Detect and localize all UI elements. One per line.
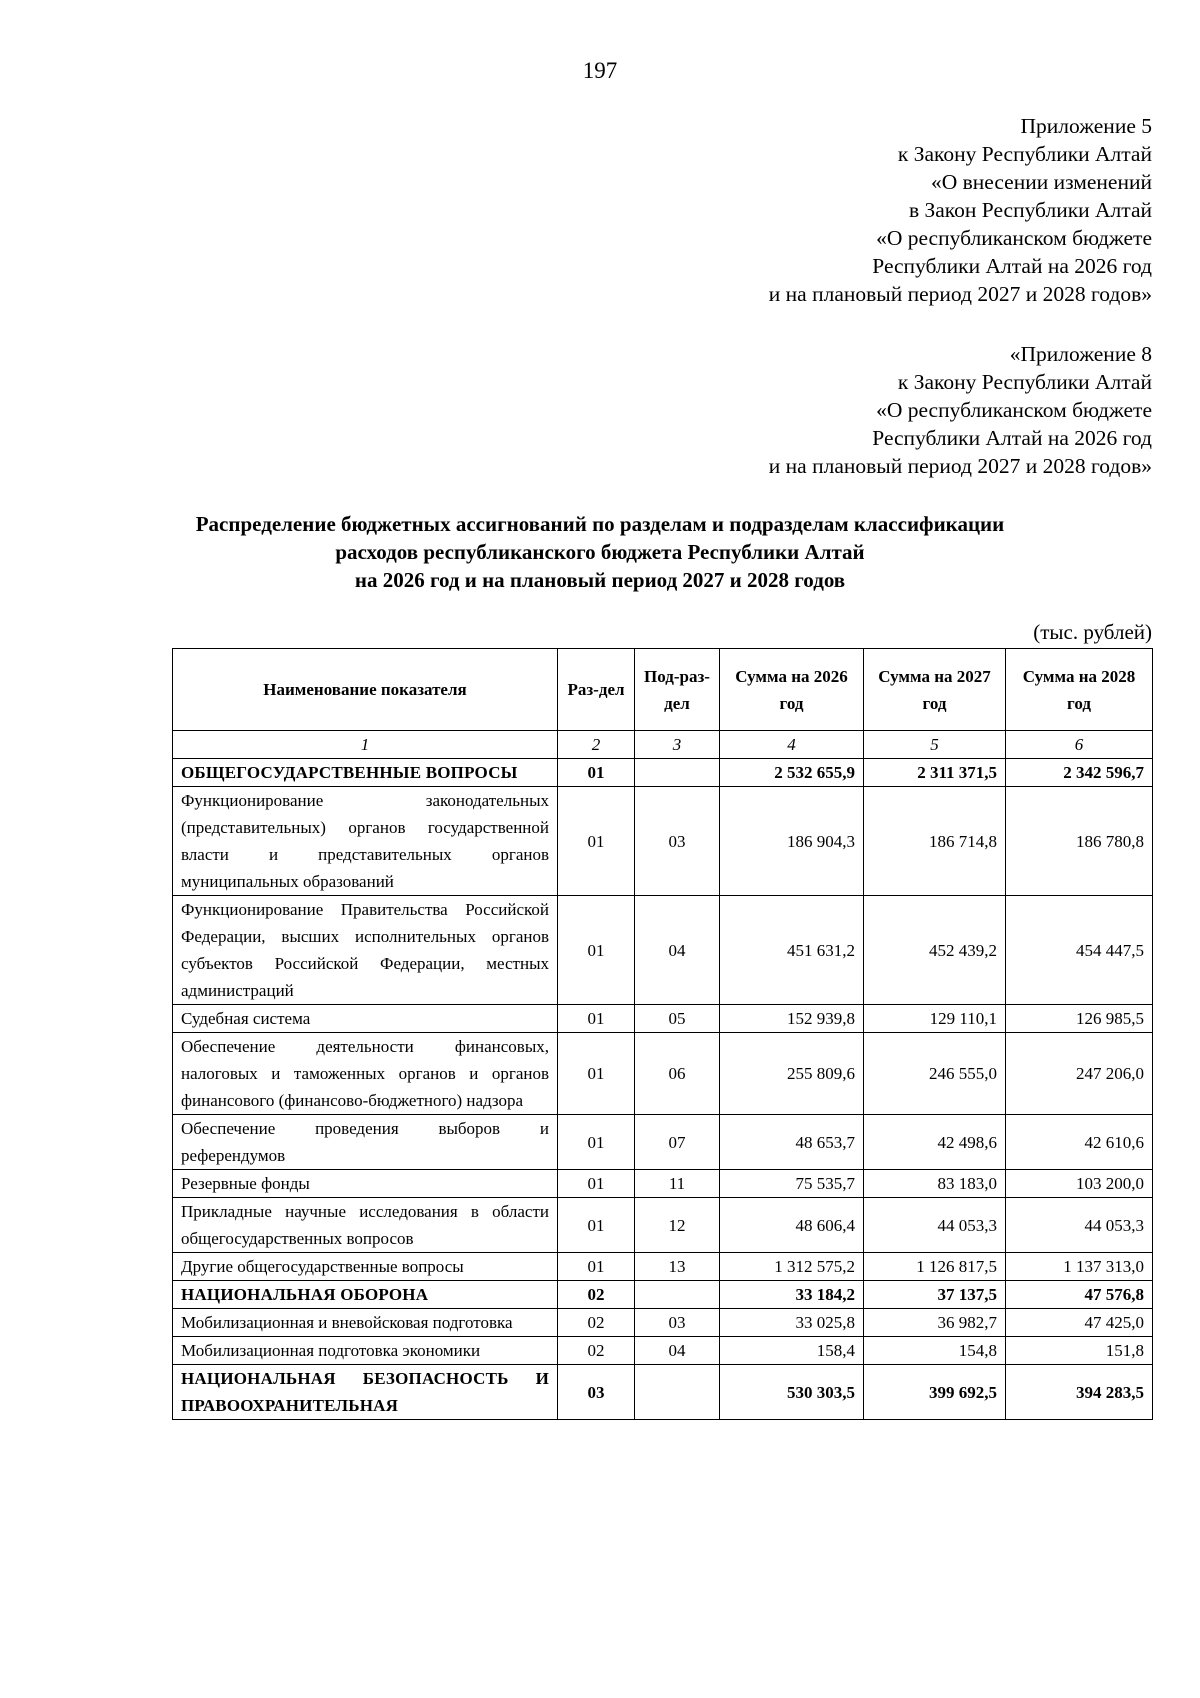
annex-5-line: в Закон Республики Алтай [908, 198, 1152, 222]
table-row [173, 1115, 1153, 1170]
annex-5-line: «О внесении изменений [930, 170, 1152, 194]
row-sum-2028: 186 780,8 [1006, 787, 1153, 896]
row-name: НАЦИОНАЛЬНАЯ ОБОРОНА [173, 1281, 558, 1309]
table-row [173, 1170, 1153, 1198]
table-row [173, 1365, 1153, 1420]
row-subsection: 06 [635, 1033, 720, 1115]
table-row [173, 787, 1153, 896]
row-sum-2028: 42 610,6 [1006, 1115, 1153, 1170]
row-subsection: 12 [635, 1198, 720, 1253]
row-sum-2026: 255 809,6 [720, 1033, 864, 1115]
header-section: Раз-дел [558, 649, 635, 731]
row-subsection [635, 1365, 720, 1420]
row-section: 01 [558, 1033, 635, 1115]
row-subsection: 04 [635, 1337, 720, 1365]
row-sum-2026: 530 303,5 [720, 1365, 864, 1420]
row-name: Функционирование Правительства Российской Федерации, высших исполнительных органов субъектов Российской Федерации, местных администраций [173, 896, 558, 1005]
row-name: Прикладные научные исследования в области общегосударственных вопросов [173, 1198, 558, 1253]
annex-8-line: «О республиканском бюджете [876, 398, 1152, 422]
row-sum-2026: 33 184,2 [720, 1281, 864, 1309]
table-row [173, 759, 1153, 787]
table-row [173, 896, 1153, 1005]
row-section: 01 [558, 1115, 635, 1170]
row-subsection: 11 [635, 1170, 720, 1198]
column-number: 5 [864, 731, 1006, 759]
column-number-row [173, 731, 1153, 759]
header-name: Наименование показателя [173, 649, 558, 731]
annex-8-line: «Приложение 8 [1009, 342, 1152, 366]
row-name: НАЦИОНАЛЬНАЯ БЕЗОПАСНОСТЬ И ПРАВООХРАНИТЕЛЬНАЯ [173, 1365, 558, 1420]
table-row [173, 1337, 1153, 1365]
row-subsection: 03 [635, 1309, 720, 1337]
table-header-row [173, 649, 1153, 731]
row-section: 01 [558, 896, 635, 1005]
row-sum-2028: 2 342 596,7 [1006, 759, 1153, 787]
annex-5-header [769, 112, 1152, 308]
row-section: 01 [558, 787, 635, 896]
annex-5-line: и на плановый период 2027 и 2028 годов» [768, 282, 1152, 306]
row-section: 01 [558, 1253, 635, 1281]
row-sum-2026: 2 532 655,9 [720, 759, 864, 787]
title-line: Распределение бюджетных ассигнований по разделам и подразделам классификации [195, 512, 1005, 536]
row-section: 02 [558, 1281, 635, 1309]
row-section: 01 [558, 1005, 635, 1033]
row-sum-2026: 48 653,7 [720, 1115, 864, 1170]
annex-8-line: к Закону Республики Алтай [897, 370, 1152, 394]
row-section: 01 [558, 759, 635, 787]
column-number: 4 [720, 731, 864, 759]
row-name: Резервные фонды [173, 1170, 558, 1198]
row-subsection: 13 [635, 1253, 720, 1281]
annex-5-line: Республики Алтай на 2026 год [872, 254, 1152, 278]
row-sum-2027: 83 183,0 [864, 1170, 1006, 1198]
row-sum-2026: 158,4 [720, 1337, 864, 1365]
table-row [173, 1198, 1153, 1253]
budget-table [172, 648, 1153, 1420]
row-sum-2027: 129 110,1 [864, 1005, 1006, 1033]
column-number: 1 [173, 731, 558, 759]
table-row [173, 1281, 1153, 1309]
row-section: 01 [558, 1170, 635, 1198]
table-row [173, 1253, 1153, 1281]
header-sum-2027: Сумма на 2027 год [864, 649, 1006, 731]
row-name: Судебная система [173, 1005, 558, 1033]
row-name: ОБЩЕГОСУДАРСТВЕННЫЕ ВОПРОСЫ [173, 759, 558, 787]
row-name: Другие общегосударственные вопросы [173, 1253, 558, 1281]
row-sum-2026: 451 631,2 [720, 896, 864, 1005]
document-title [150, 510, 1050, 594]
annex-8-line: Республики Алтай на 2026 год [872, 426, 1152, 450]
row-section: 01 [558, 1198, 635, 1253]
row-sum-2028: 44 053,3 [1006, 1198, 1153, 1253]
row-sum-2026: 1 312 575,2 [720, 1253, 864, 1281]
row-sum-2028: 47 576,8 [1006, 1281, 1153, 1309]
annex-8-header [769, 340, 1152, 480]
annex-8-line: и на плановый период 2027 и 2028 годов» [768, 454, 1152, 478]
annex-5-line: «О республиканском бюджете [876, 226, 1152, 250]
row-sum-2027: 246 555,0 [864, 1033, 1006, 1115]
row-name: Обеспечение деятельности финансовых, налоговых и таможенных органов и органов финансового (финансово-бюджетного) надзора [173, 1033, 558, 1115]
row-name: Обеспечение проведения выборов и референдумов [173, 1115, 558, 1170]
table-row [173, 1005, 1153, 1033]
row-sum-2026: 186 904,3 [720, 787, 864, 896]
row-name: Функционирование законодательных (представительных) органов государственной власти и представительных органов муниципальных образований [173, 787, 558, 896]
title-line: на 2026 год и на плановый период 2027 и 2028 годов [354, 568, 846, 592]
header-sum-2026: Сумма на 2026 год [720, 649, 864, 731]
row-subsection: 03 [635, 787, 720, 896]
row-subsection: 04 [635, 896, 720, 1005]
table-row [173, 1309, 1153, 1337]
row-sum-2027: 1 126 817,5 [864, 1253, 1006, 1281]
page-number: 197 [582, 58, 618, 83]
row-sum-2027: 37 137,5 [864, 1281, 1006, 1309]
row-name: Мобилизационная и вневойсковая подготовка [173, 1309, 558, 1337]
row-subsection [635, 1281, 720, 1309]
annex-5-line: к Закону Республики Алтай [897, 142, 1152, 166]
row-section: 02 [558, 1337, 635, 1365]
column-number: 6 [1006, 731, 1153, 759]
annex-5-line: Приложение 5 [1020, 114, 1152, 138]
row-section: 02 [558, 1309, 635, 1337]
row-sum-2028: 47 425,0 [1006, 1309, 1153, 1337]
row-subsection: 07 [635, 1115, 720, 1170]
column-number: 3 [635, 731, 720, 759]
row-sum-2027: 186 714,8 [864, 787, 1006, 896]
row-sum-2027: 36 982,7 [864, 1309, 1006, 1337]
row-sum-2028: 394 283,5 [1006, 1365, 1153, 1420]
row-name: Мобилизационная подготовка экономики [173, 1337, 558, 1365]
row-sum-2028: 103 200,0 [1006, 1170, 1153, 1198]
row-sum-2027: 42 498,6 [864, 1115, 1006, 1170]
row-subsection: 05 [635, 1005, 720, 1033]
row-sum-2026: 48 606,4 [720, 1198, 864, 1253]
column-number: 2 [558, 731, 635, 759]
row-sum-2028: 454 447,5 [1006, 896, 1153, 1005]
header-subsection: Под-раз-дел [635, 649, 720, 731]
row-subsection [635, 759, 720, 787]
row-sum-2027: 154,8 [864, 1337, 1006, 1365]
row-sum-2027: 44 053,3 [864, 1198, 1006, 1253]
row-sum-2027: 399 692,5 [864, 1365, 1006, 1420]
row-sum-2028: 247 206,0 [1006, 1033, 1153, 1115]
row-sum-2026: 33 025,8 [720, 1309, 864, 1337]
row-section: 03 [558, 1365, 635, 1420]
row-sum-2027: 452 439,2 [864, 896, 1006, 1005]
row-sum-2028: 126 985,5 [1006, 1005, 1153, 1033]
row-sum-2026: 152 939,8 [720, 1005, 864, 1033]
header-sum-2028: Сумма на 2028 год [1006, 649, 1153, 731]
row-sum-2026: 75 535,7 [720, 1170, 864, 1198]
row-sum-2028: 1 137 313,0 [1006, 1253, 1153, 1281]
row-sum-2027: 2 311 371,5 [864, 759, 1006, 787]
unit-note: (тыс. рублей) [1033, 620, 1152, 644]
table-row [173, 1033, 1153, 1115]
row-sum-2028: 151,8 [1006, 1337, 1153, 1365]
title-line: расходов республиканского бюджета Республики Алтай [335, 540, 865, 564]
